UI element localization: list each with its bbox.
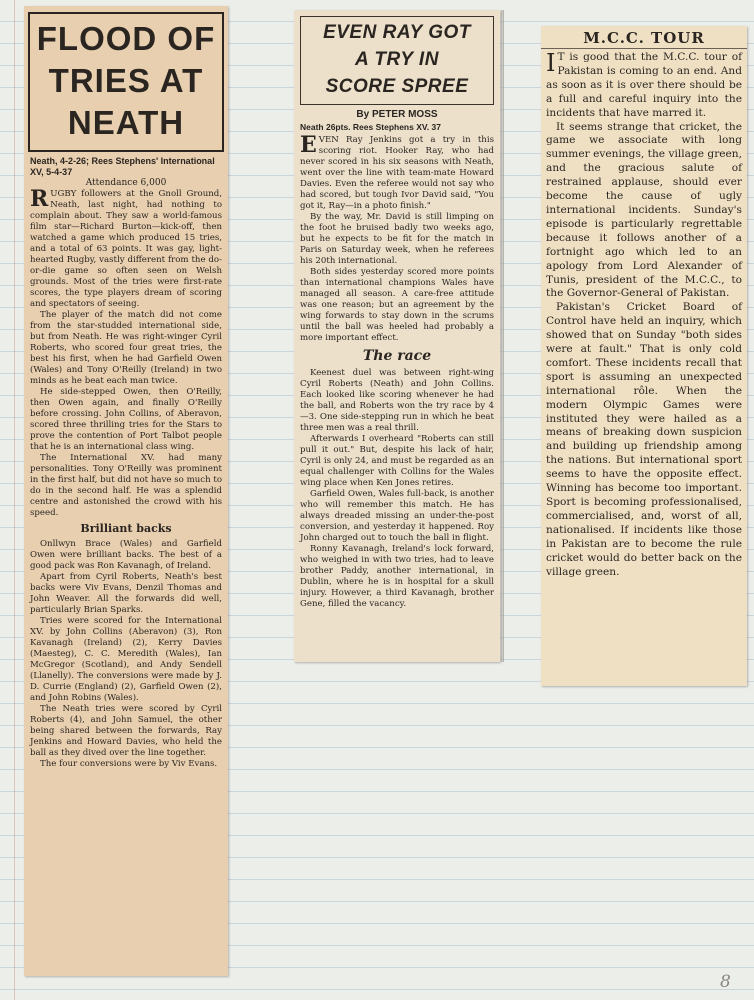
paragraph: Onllwyn Brace (Wales) and Garfield Owen were brilliant backs. The best of a good pack was Ron Kavanagh, of Ireland. [30,539,222,571]
paragraph: The player of the match did not come from the star-studded international side, but from Neath. He was right-winger Cyril Roberts, who scored four great tries, the best his first, when he had Garfield Owen (Wales) and Tony O'Reilly (Ireland) in two minds as he beat each man twice. [30,310,222,386]
dateline: Neath 26pts. Rees Stephens XV. 37 [300,122,441,132]
subhead: The race [362,348,432,364]
headline-line-2: A TRY IN [355,49,439,70]
byline: By PETER MOSS [356,109,438,120]
paragraph: He side-stepped Owen, then O'Reilly, then Owen again, and finally O'Reilly before crossing. John Collins, of Aberavon, scored three thrilling tries for the Stars to prove the contention of Port Talbot people that he is an international class wing. [30,387,222,452]
headline-line-1: EVEN RAY GOT [323,22,471,43]
paragraph: The Neath tries were scored by Cyril Roberts (4), and John Samuel, the other being shared between the forwards, Ray Jenkins and Howard Davies, who held the ball as they dived over the line together. [30,704,222,758]
paragraph: By the way, Mr. David is still limping on the foot he bruised badly two weeks ago, but he expects to be fit for the match in Paris on Saturday week, when he referees his 20th international. [300,212,494,266]
paragraph: Keenest duel was between right-wing Cyril Roberts (Neath) and John Collins. Each looked like scoring whenever he had the ball, and Roberts won the try race by 4—3. One side-stepping run in which he beat three men was a real thrill. [300,368,494,433]
article-body [294,132,500,344]
headline: M.C.C. TOUR [541,28,747,49]
lead-text: VEN Ray Jenkins got a try in this scoring riot. Hooker Ray, who had never scored in his six seasons with Neath, went over the line with team-mate Howard Davies. Even the referee would not say who had scored, but tough Ivor David said, "You got it, Ray—in a photo finish." [300,135,494,211]
headline-line-1: FLOOD OF [36,20,216,57]
paragraph: Tries were scored for the International XV. by John Collins (Aberavon) (3), Ron Kavanagh (Ireland) (2), Kerry Davies (Maesteg), C. C. Meredith (Wales), Ian McGregor (Scotland), and Andy Sendell (Llanelly). The conversions were made by J. D. Currie (England) (2), Garfield Owen (2), and John Robins (Wales). [30,616,222,703]
subhead: Brilliant backs [80,522,172,535]
lead-text: T is good that the M.C.C. tour of Pakistan is coming to an end. And as soon as it is over there should be a full and careful inquiry into the incidents that have marred it. [546,51,742,119]
paragraph: The four conversions were by Viv Evans. [40,759,218,769]
lead-paragraph [300,132,494,212]
lead-paragraph [30,186,222,310]
article-body-2 [24,539,228,770]
article-body [24,186,228,519]
drop-cap: E [300,132,317,158]
paragraph: Both sides yesterday scored more points than international champions Wales have managed all season. A care-free attitude was one reason; but an agreement by the wing forwards to stay down in the scrums until the ball was heeled had probably a more important effect. [300,267,494,343]
paper-fold-mark [501,10,504,662]
paragraph: Afterwards I overheard "Roberts can still pull it out." But, despite his lack of hair, Cyril is only 24, and must be regarded as an equal challenger with Collins for the Wales wing place when Ken Jones retires. [300,434,494,488]
article-body [541,51,747,579]
article-body-2 [294,368,500,610]
headline-line-2: TRIES AT [48,62,204,99]
headline-line-3: SCORE SPREE [325,76,469,97]
page-number: 8 [720,972,731,992]
drop-cap: I [546,49,556,77]
clipping-mcc-tour [541,26,747,686]
paragraph: Garfield Owen, Wales full-back, is another who will remember this match. He has always dreaded missing an under-the-post conversion, and yesterday it happened. Roy John charged out to touch the ball in flight. [300,489,494,543]
lead-paragraph [546,51,742,121]
headline-line-3: NEATH [67,104,185,141]
paragraph: Ronny Kavanagh, Ireland's lock forward, who weighed in with two tries, had to leave brother Paddy, another international, in Dublin, where he is in hospital for a skull injury. However, a third Kavanagh, brother Gene, filled the vacancy. [300,544,494,609]
clipping-even-ray-got-a-try [294,10,500,662]
paragraph: Apart from Cyril Roberts, Neath's best backs were Viv Evans, Denzil Thomas and John Weaver. All the forwards did well, particularly Brian Sparks. [30,572,222,615]
headline-box [28,12,224,152]
headline-box [300,16,494,105]
paragraph: Pakistan's Cricket Board of Control have held an inquiry, which showed that on Sunday "both sides were at fault." That is only cold comfort. These incidents recall that sport is assuming an unexpected international rôle. When the modern Olympic Games were instituted they were hailed as a means of breaking down suspicion and building up friendship among the nations. But international sport seems to have the opposite effect. Winning has become too important. Sport is becoming professionalised, commercialised, and, worst of all, nationalised. If incidents like those in Pakistan are to become the rule cricket would do better back on the village green. [546,301,742,578]
paragraph: The International XV. had many personalities. Tony O'Reilly was prominent in the first half, but did not have so much to do in the second half. He was a splendid centre and astonished the crowd with his speed. [30,453,222,518]
drop-cap: R [30,186,49,212]
margin-line [14,0,15,1000]
dateline: Neath, 4-2-26; Rees Stephens' International XV, 5-4-37 [30,156,215,177]
clipping-flood-of-tries [24,6,228,976]
attendance: Attendance 6,000 [85,178,167,188]
paragraph: It seems strange that cricket, the game we associate with long summer evenings, the village green, and the gracious salute of restrained applause, should ever become the cause of ugly international incidents. Sunday's episode is particularly regrettable because it follows another of a fortnight ago which led to an apology from Lord Alexander of Tunis, president of the M.C.C., to the Governor-General of Pakistan. [546,120,742,300]
lead-text: UGBY followers at the Gnoll Ground, Neath, last night, had nothing to complain about. They saw a world-famous film star—Richard Burton—kick-off, then watched a game which produced 15 tries, and a total of 63 points. It was gay, light-hearted Rugby, vastly different from the do-or-die game so often seen on Welsh grounds. Most of the tries were first-rate scores, the type players dream of scoring and spectators of seeing. [30,189,222,309]
